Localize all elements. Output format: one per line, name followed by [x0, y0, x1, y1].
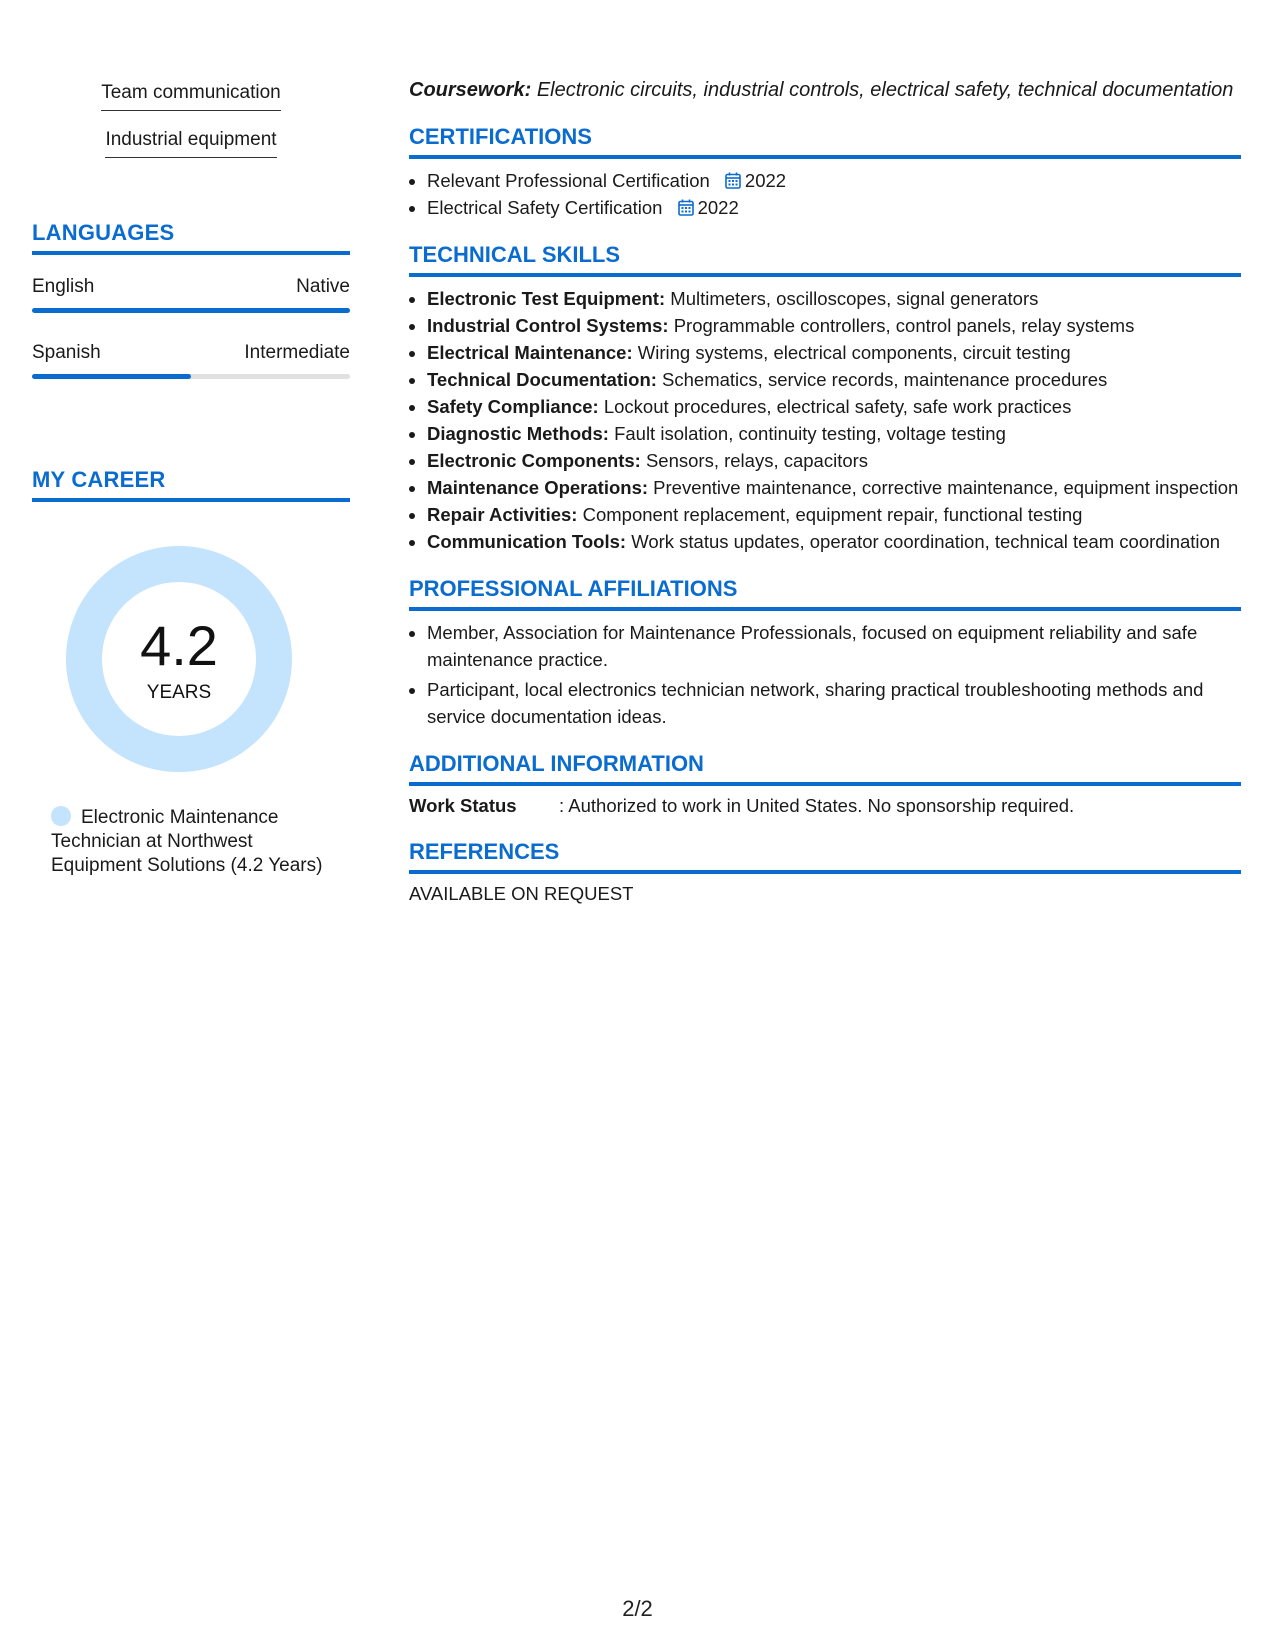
main-column	[409, 78, 1241, 905]
skill-label: Repair Activities:	[427, 504, 578, 525]
career-total-years: 4.2	[140, 614, 218, 677]
skill-label: Industrial Control Systems:	[427, 315, 669, 336]
skill-label: Electronic Test Equipment:	[427, 288, 666, 309]
affiliations-heading: PROFESSIONAL AFFILIATIONS	[409, 575, 1241, 611]
career-legend-text: Electronic Maintenance Technician at Northwest Equipment Solutions (4.2 Years)	[51, 807, 323, 876]
skill-label: Technical Documentation:	[427, 369, 657, 390]
additional-info-heading: ADDITIONAL INFORMATION	[409, 750, 1241, 786]
skill-label: Electronic Components:	[427, 450, 641, 471]
skill-label: Electrical Maintenance:	[427, 342, 633, 363]
skill-item	[427, 474, 1241, 501]
skill-tags	[32, 80, 350, 174]
skill-item	[427, 447, 1241, 474]
skill-text: Work status updates, operator coordination, technical team coordination	[631, 531, 1221, 552]
certification-item	[427, 194, 1241, 221]
technical-skills-heading: TECHNICAL SKILLS	[409, 241, 1241, 277]
skill-text: Fault isolation, continuity testing, voltage testing	[614, 423, 1006, 444]
languages-section	[32, 220, 350, 379]
skill-tag: Team communication	[101, 80, 281, 111]
affiliation-item: • Member, Association for Maintenance Professionals, focused on equipment reliability and safe maintenance practice.	[427, 619, 1241, 673]
language-item	[32, 341, 350, 379]
language-level: Intermediate	[244, 342, 350, 363]
certification-item	[427, 167, 1241, 194]
skill-text: Preventive maintenance, corrective maintenance, equipment inspection	[653, 477, 1239, 498]
skill-text: Sensors, relays, capacitors	[645, 450, 869, 471]
language-bar	[32, 374, 350, 379]
language-level: Native	[296, 276, 350, 297]
work-status-row	[409, 794, 1241, 818]
calendar-icon	[725, 172, 741, 189]
career-section	[32, 467, 350, 878]
skill-text: Programmable controllers, control panels, relay systems	[673, 315, 1135, 336]
language-item	[32, 275, 350, 313]
technical-skills-list	[409, 285, 1241, 555]
career-total-unit: YEARS	[146, 682, 212, 703]
certifications-heading: CERTIFICATIONS	[409, 123, 1241, 159]
skill-label: Safety Compliance:	[427, 396, 599, 417]
skill-item	[427, 393, 1241, 420]
career-donut-chart	[66, 546, 292, 772]
skill-label: Maintenance Operations:	[427, 477, 649, 498]
languages-heading: LANGUAGES	[32, 220, 350, 255]
calendar-icon	[678, 199, 694, 216]
skill-label: Diagnostic Methods:	[427, 423, 609, 444]
skill-item	[427, 420, 1241, 447]
affiliations-list	[409, 619, 1241, 730]
coursework	[409, 78, 1241, 103]
skill-text: Component replacement, equipment repair, functional testing	[582, 504, 1083, 525]
language-bar-fill	[32, 374, 191, 379]
skill-item	[427, 312, 1241, 339]
language-bar	[32, 308, 350, 313]
coursework-label: Coursework:	[409, 79, 532, 101]
skill-item	[427, 285, 1241, 312]
skill-item	[427, 339, 1241, 366]
skill-text: Wiring systems, electrical components, circuit testing	[637, 342, 1071, 363]
work-status-label: Work Status	[409, 795, 517, 816]
certification-name: Relevant Professional Certification	[427, 170, 710, 191]
skill-tag: Industrial equipment	[105, 127, 276, 158]
references-heading: REFERENCES	[409, 838, 1241, 874]
language-name: English	[32, 276, 95, 297]
certification-year: 2022	[744, 170, 787, 191]
certification-year: 2022	[697, 197, 739, 218]
language-bar-fill	[32, 308, 350, 313]
legend-dot-icon	[51, 806, 71, 826]
page-number: 2/2	[622, 1596, 653, 1621]
references-text: AVAILABLE ON REQUEST	[409, 883, 634, 904]
certification-name: Electrical Safety Certification	[427, 197, 663, 218]
skill-item	[427, 528, 1241, 555]
career-legend	[51, 806, 341, 878]
affiliation-item: • Participant, local electronics technician network, sharing practical troubleshooting methods and service documentation ideas.	[427, 676, 1241, 730]
skill-text: Lockout procedures, electrical safety, safe work practices	[603, 396, 1072, 417]
career-heading: MY CAREER	[32, 467, 350, 502]
sidebar	[32, 80, 350, 878]
work-status-value: : Authorized to work in United States. No sponsorship required.	[559, 795, 1075, 816]
language-name: Spanish	[32, 342, 101, 363]
skill-item	[427, 366, 1241, 393]
certifications-list	[409, 167, 1241, 221]
skill-item	[427, 501, 1241, 528]
skill-label: Communication Tools:	[427, 531, 627, 552]
skill-text: Schematics, service records, maintenance procedures	[662, 369, 1108, 390]
skill-text: Multimeters, oscilloscopes, signal generators	[670, 288, 1039, 309]
coursework-text: Electronic circuits, industrial controls, electrical safety, technical documentation	[536, 79, 1234, 101]
